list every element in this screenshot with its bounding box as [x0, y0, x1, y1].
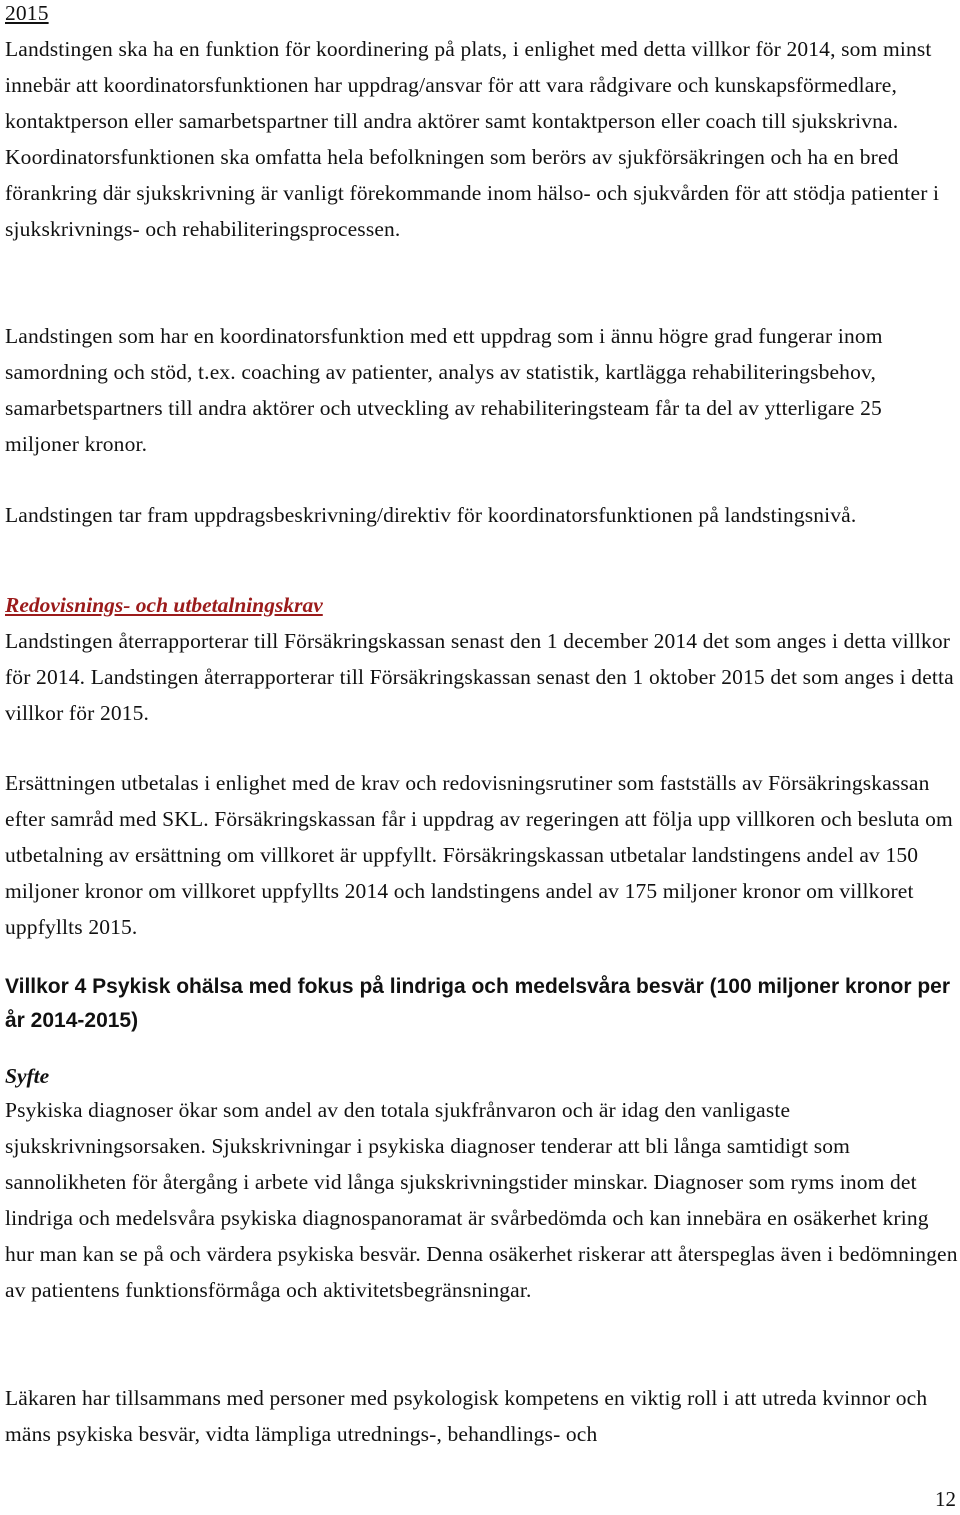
paragraph-koordinatorsfunktion-uppdrag: Landstingen som har en koordinatorsfunktion med ett uppdrag som i ännu högre grad fungerar inom samordning och stöd, t.ex. coaching av patienter, analys av statistik, kartlägga rehabiliteringsbehov, samarbetspartners till andra aktörer och utveckling av rehabiliteringsteam får ta del av ytterligare 25 miljoner kronor. [5, 324, 883, 456]
villkor-4-heading: Villkor 4 Psykisk ohälsa med fokus på lindriga och medelsvåra besvär (100 miljoner kronor per år 2014-2015) [5, 975, 950, 1032]
page-number: 12 [935, 1487, 956, 1511]
paragraph-aterrapportering: Landstingen återrapporterar till Försäkringskassan senast den 1 december 2014 det som anges i detta villkor för 2014. Landstingen återrapporterar till Försäkringskassan senast den 1 oktober 2015 det som anges i detta villkor för 2015. [5, 629, 954, 725]
paragraph-koordinering: Landstingen ska ha en funktion för koordinering på plats, i enlighet med detta villkor för 2014, som minst innebär att koordinatorsfunktionen har uppdrag/ansvar för att vara rådgivare och kunskapsförmedlare, kontaktperson eller samarbetspartner till andra aktörer samt kontaktperson eller coach till sjukskrivna. Koordinatorsfunktionen ska omfatta hela befolkningen som berörs av sjukförsäkringen och ha en bred förankring där sjukskrivning är vanligt förekommande inom hälso- och sjukvården för att stödja patienter i sjukskrivnings- och rehabiliteringsprocessen. [5, 37, 940, 241]
paragraph-uppdragsbeskrivning: Landstingen tar fram uppdragsbeskrivning/direktiv för koordinatorsfunktionen på landstingsnivå. [5, 503, 857, 527]
redovisning-heading: Redovisnings- och utbetalningskrav [5, 593, 323, 617]
paragraph-psykiska-diagnoser: Psykiska diagnoser ökar som andel av den totala sjukfrånvaron och är idag den vanligaste sjukskrivningsorsaken. Sjukskrivningar i psykiska diagnoser tenderar att bli långa samtidigt som sannolikheten för återgång i arbete vid långa sjukskrivningstider minskar. Diagnoser som ryms inom det lindriga och medelsvåra psykiska diagnospanoramat är svårbedömda och kan innebära en osäkerhet kring hur man kan se på och värdera psykiska besvär. Denna osäkerhet riskerar att återspeglas även i bedömningen av patientens funktionsförmåga och aktivitetsbegränsningar. [5, 1098, 958, 1302]
syfte-heading: Syfte [5, 1064, 50, 1088]
paragraph-ersattning: Ersättningen utbetalas i enlighet med de krav och redovisningsrutiner som fastställs av Försäkringskassan efter samråd med SKL. Försäkringskassan får i uppdrag av regeringen att följa upp villkoren och besluta om utbetalning av ersättning om villkoret är uppfyllt. Försäkringskassan utbetalar landstingens andel av 150 miljoner kronor om villkoret uppfyllts 2014 och landstingens andel av 175 miljoner kronor om villkoret uppfyllts 2015. [5, 771, 953, 939]
year-heading: 2015 [5, 1, 49, 25]
paragraph-lakaren: Läkaren har tillsammans med personer med psykologisk kompetens en viktig roll i att utreda kvinnor och mäns psykiska besvär, vidta lämpliga utrednings-, behandlings- och [5, 1386, 928, 1446]
